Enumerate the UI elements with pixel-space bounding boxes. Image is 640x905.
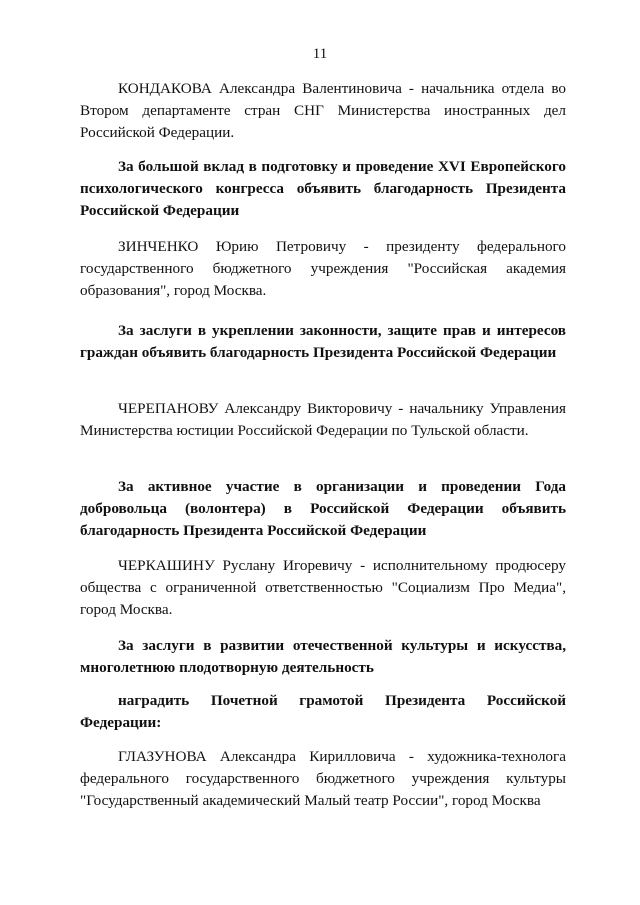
award-heading-legality: За заслуги в укреплении законности, защите прав и интересов граждан объявить благодарность Президента Российской Федерации xyxy=(80,322,566,361)
award-recipient-zinchenko: ЗИНЧЕНКО Юрию Петровичу - президенту федерального государственного бюджетного учреждения "Российская академия образования", город Москва. xyxy=(80,238,566,299)
award-heading-culture: За заслуги в развитии отечественной культуры и искусства, многолетнюю плодотворную деятельность xyxy=(80,637,566,676)
award-recipient-cherepanov: ЧЕРЕПАНОВУ Александру Викторовичу - начальнику Управления Министерства юстиции Российской Федерации по Тульской области. xyxy=(80,400,566,439)
award-heading-volunteer-year: За активное участие в организации и проведении Года добровольца (волонтера) в Российской Федерации объявить благодарность Президента Российской Федерации xyxy=(80,478,566,539)
award-heading-psychology-congress: За большой вклад в подготовку и проведение XVI Европейского психологического конгресса объявить благодарность Президента Российской Федерации xyxy=(80,158,566,219)
award-recipient-cherkashin: ЧЕРКАШИНУ Руслану Игоревичу - исполнительному продюсеру общества с ограниченной ответственностью "Социализм Про Медиа", город Москва. xyxy=(80,557,566,618)
page-number: 11 xyxy=(312,46,328,62)
award-heading-certificate: наградить Почетной грамотой Президента Российской Федерации: xyxy=(80,692,566,731)
award-recipient-kondakova: КОНДАКОВА Александра Валентиновича - начальника отдела во Втором департаменте стран СНГ Министерства иностранных дел Российской Федерации. xyxy=(80,80,566,141)
award-recipient-glazunov: ГЛАЗУНОВА Александра Кирилловича - художника-технолога федерального государственного бюджетного учреждения культуры "Государственный академический Малый театр России", город Москва xyxy=(80,748,566,809)
